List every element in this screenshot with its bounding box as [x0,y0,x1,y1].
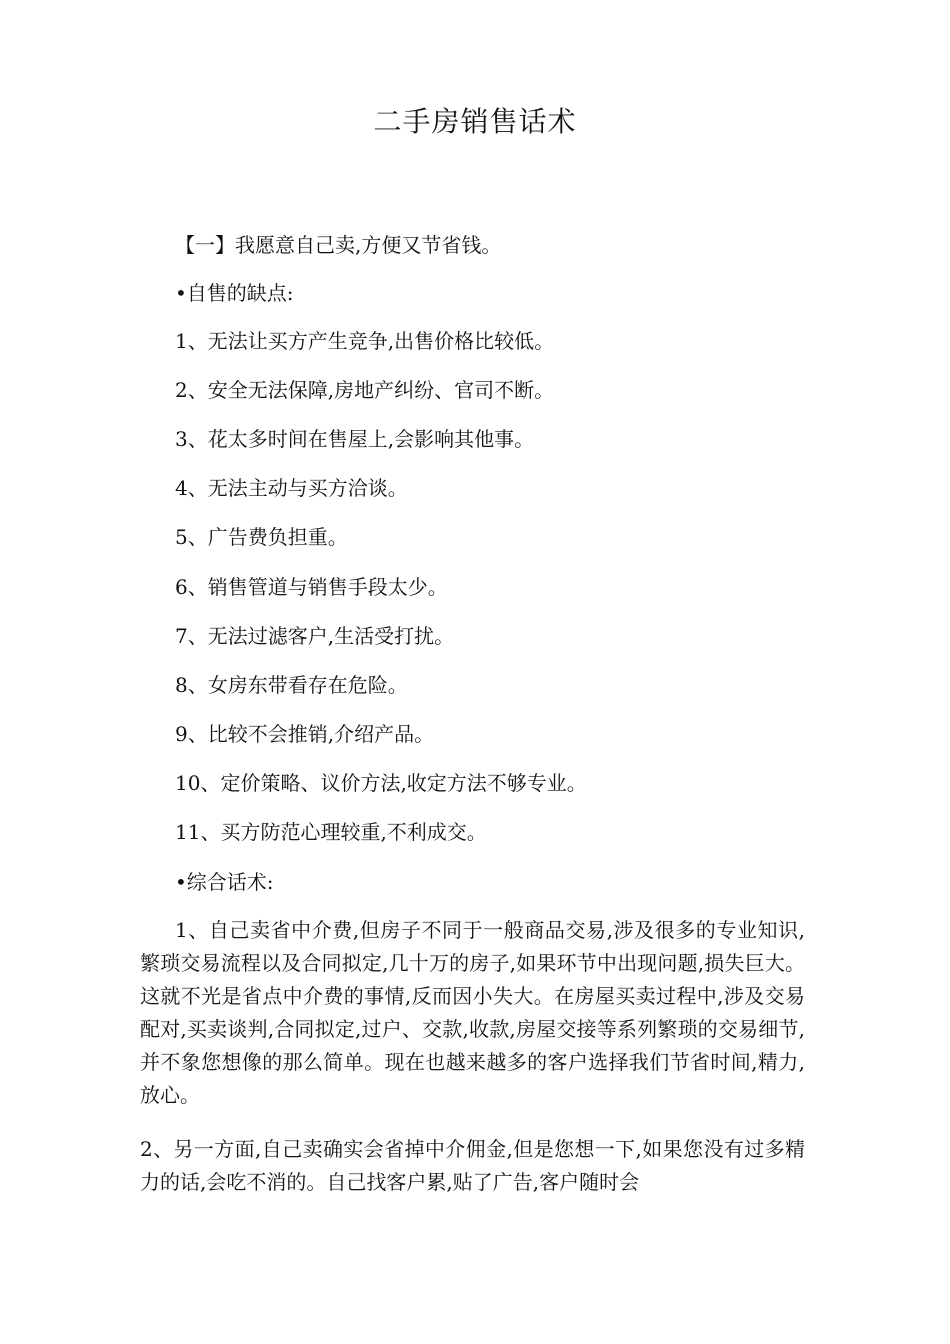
shortcoming-item: 6、销售管道与销售手段太少。 [175,575,448,599]
shortcoming-item: 1、无法让买方产生竞争,出售价格比较低。 [175,329,555,353]
shortcoming-item: 11、买方防范心理较重,不利成交。 [175,820,487,844]
shortcoming-item: 3、花太多时间在售屋上,会影响其他事。 [175,427,535,451]
shortcomings-heading: •自售的缺点: [175,281,294,305]
script-heading: •综合话术: [175,870,274,894]
shortcoming-item: 10、定价策略、议价方法,收定方法不够专业。 [175,771,587,795]
shortcoming-item: 7、无法过滤客户,生活受打扰。 [175,624,455,648]
shortcoming-item: 9、比较不会推销,介绍产品。 [175,722,435,746]
shortcoming-item: 5、广告费负担重。 [175,525,348,549]
shortcoming-item: 4、无法主动与买方洽谈。 [175,476,408,500]
document-title: 二手房销售话术 [373,105,577,138]
shortcoming-item: 2、安全无法保障,房地产纠纷、官司不断。 [175,378,555,402]
shortcoming-item: 8、女房东带看存在危险。 [175,673,408,697]
section-heading: 【一】我愿意自己卖,方便又节省钱。 [175,233,502,257]
script-paragraph-2: 2、另一方面,自己卖确实会省掉中介佣金,但是您想一下,如果您没有过多精力的话,会吃不消的。自己找客户累,贴了广告,客户随时会 [140,1137,805,1194]
script-paragraph-1: 1、自己卖省中介费,但房子不同于一般商品交易,涉及很多的专业知识,繁琐交易流程以及合同拟定,几十万的房子,如果环节中出现问题,损失巨大。这就不光是省点中介费的事情,反而因小失大。在房屋买卖过程中,涉及交易配对,买卖谈判,合同拟定,过户、交款,收款,房屋交接等系列繁琐的交易细节,并不象您想像的那么简单。现在也越来越多的客户选择我们节省时间,精力,放心。 [140,918,805,1107]
